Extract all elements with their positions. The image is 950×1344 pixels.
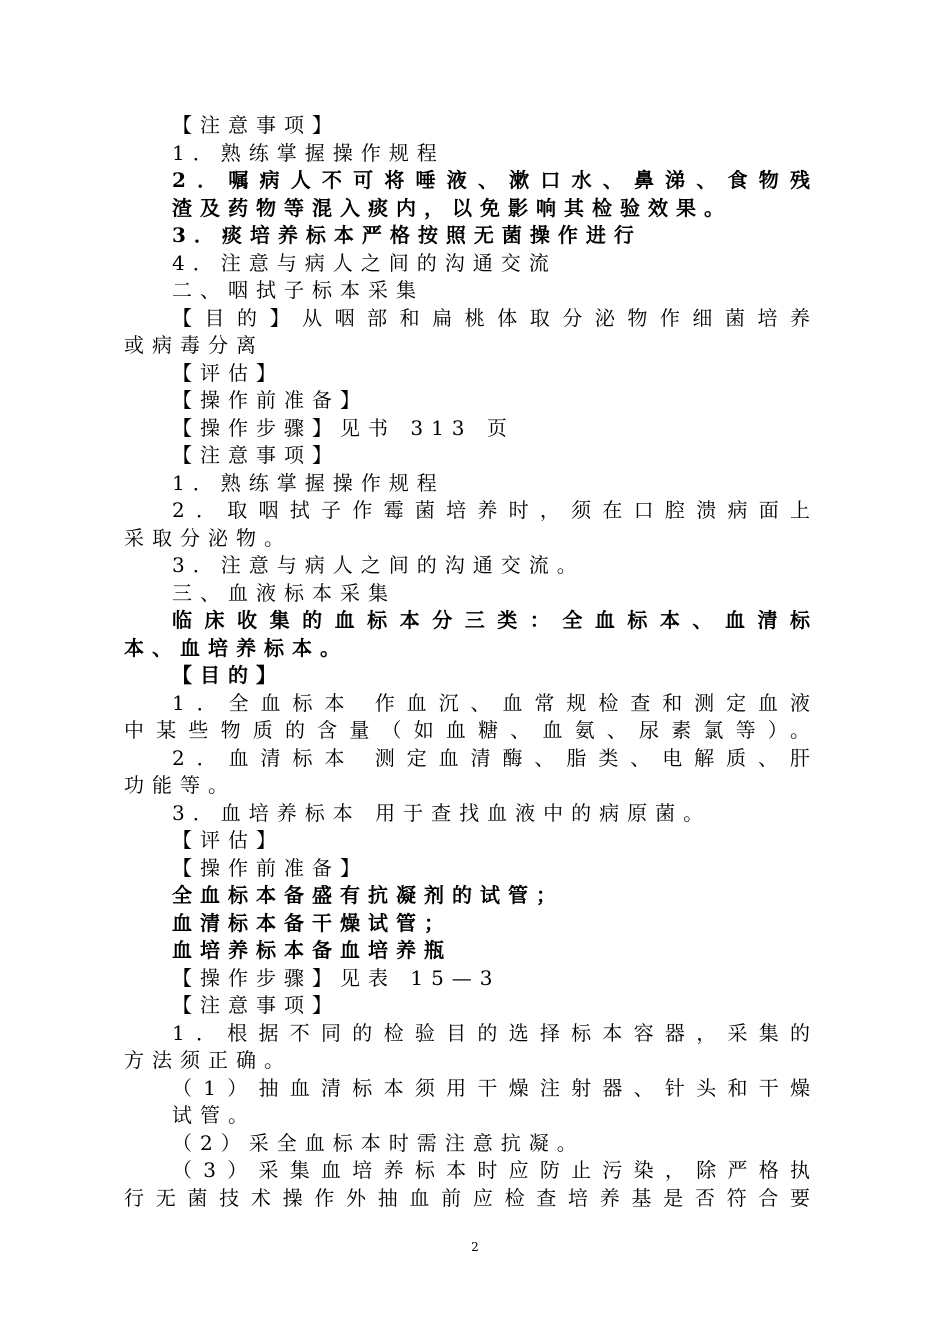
text-line: 2．血清标本 测定血清酶、脂类、电解质、肝 (172, 745, 818, 770)
text-line: 1．熟练掌握操作规程 (172, 140, 445, 165)
text-line: 渣及药物等混入痰内，以免影响其检验效果。 (172, 195, 732, 220)
text-line: 本、血培养标本。 (124, 635, 348, 660)
text-line: 三、血液标本采集 (172, 580, 396, 605)
text-line: 3．痰培养标本严格按照无菌操作进行 (172, 223, 642, 247)
text-line: 行无菌技术操作外抽血前应检查培养基是否符合要 (124, 1185, 818, 1210)
text-line: 临床收集的血标本分三类：全血标本、血清标 (172, 608, 818, 632)
text-line: 二、咽拭子标本采集 (172, 278, 424, 302)
text-line: 功能等。 (124, 773, 236, 797)
text-line: 或病毒分离 (124, 333, 264, 357)
text-line: 试管。 (172, 1103, 256, 1127)
text-line: 采取分泌物。 (124, 525, 292, 550)
text-line: 全血标本备盛有抗凝剂的试管； (172, 883, 564, 907)
text-line: 【操作前准备】 (172, 388, 368, 412)
text-line: 【操作步骤】见书 313 页 (172, 415, 515, 440)
text-line: 【目的】从咽部和扁桃体取分泌物作细菌培养 (172, 305, 818, 330)
text-line: 【操作步骤】见表 15—3 (172, 965, 501, 990)
text-line: （3）采集血培养标本时应防止污染，除严格执 (172, 1158, 818, 1182)
text-line: 血清标本备干燥试管； (172, 910, 452, 935)
text-line: 1．全血标本 作血沉、血常规检查和测定血液 (172, 690, 818, 715)
text-line: 2．嘱病人不可将唾液、漱口水、鼻涕、食物残 (172, 168, 818, 192)
document-body (124, 112, 818, 1212)
text-line: （2）采全血标本时需注意抗凝。 (172, 1130, 585, 1155)
text-line: 1．熟练掌握操作规程 (172, 470, 445, 495)
text-line: 中某些物质的含量（如血糖、血氨、尿素氯等）。 (124, 718, 818, 742)
text-line: 方法须正确。 (124, 1048, 292, 1072)
text-line: 【操作前准备】 (172, 855, 368, 880)
text-line: （1）抽血清标本须用干燥注射器、针头和干燥 (172, 1075, 818, 1100)
text-line: 【评估】 (172, 360, 284, 385)
text-line: 【注意事项】 (172, 113, 340, 137)
text-line: 3．注意与病人之间的沟通交流。 (172, 553, 585, 577)
text-line: 【注意事项】 (172, 443, 340, 467)
text-line: 1．根据不同的检验目的选择标本容器，采集的 (172, 1020, 818, 1045)
page-number: 2 (471, 1240, 479, 1254)
text-line: 【注意事项】 (172, 993, 340, 1017)
text-line: 2．取咽拭子作霉菌培养时，须在口腔溃病面上 (172, 498, 818, 522)
text-line: 血培养标本备血培养瓶 (172, 938, 452, 962)
text-line: 【目的】 (172, 663, 284, 687)
text-line: 【评估】 (172, 828, 284, 852)
text-line: 3．血培养标本 用于查找血液中的病原菌。 (172, 800, 712, 825)
text-line: 4．注意与病人之间的沟通交流 (172, 250, 557, 275)
